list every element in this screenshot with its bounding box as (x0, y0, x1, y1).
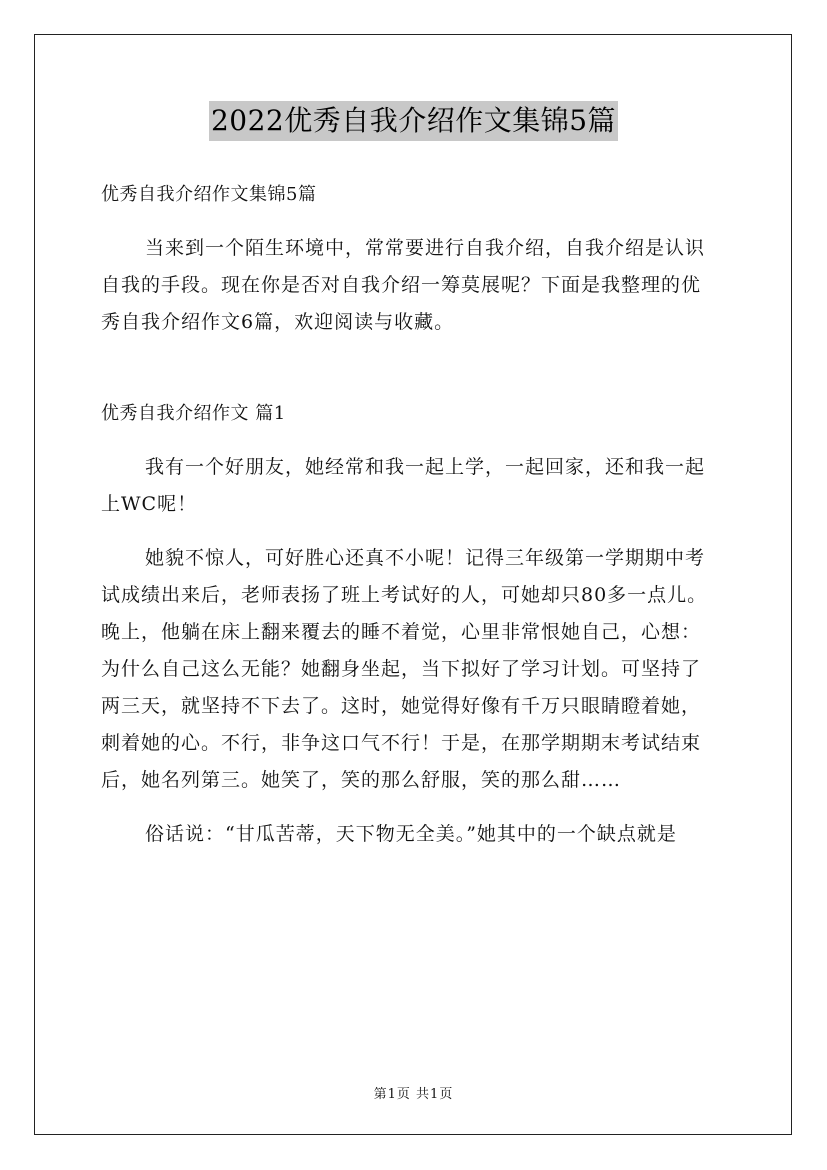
text-line: 她貌不惊人，可好胜心还真不小呢！记得三年级第一学期期中考 (145, 547, 706, 569)
body-paragraph (101, 816, 741, 853)
intro-paragraph (101, 230, 741, 341)
text-line: 晚上，他躺在床上翻来覆去的睡不着觉，心里非常恨她自己，心想： (101, 621, 702, 643)
text-line: 试成绩出来后，老师表扬了班上考试好的人，可她却只80多一点儿。 (101, 584, 708, 606)
section-heading: 优秀自我介绍作文 篇1 (101, 403, 286, 424)
body-paragraph (101, 540, 741, 799)
text-line: 自我的手段。现在你是否对自我介绍一筹莫展呢？下面是我整理的优 (101, 274, 702, 296)
text-line: 两三天，就坚持不下去了。这时，她觉得好像有千万只眼睛瞪着她， (101, 695, 702, 717)
text-line: 秀自我介绍作文6篇，欢迎阅读与收藏。 (101, 311, 455, 333)
text-line: 俗话说：“甘瓜苦蒂，天下物无全美。”她其中的一个缺点就是 (145, 823, 677, 845)
body-paragraph (101, 449, 741, 523)
page-footer: 第1页 共1页 (373, 1087, 454, 1102)
text-line: 刺着她的心。不行，非争这口气不行！于是，在那学期期末考试结束 (101, 732, 702, 754)
text-line: 我有一个好朋友，她经常和我一起上学，一起回家，还和我一起 (145, 456, 706, 478)
document-title: 2022优秀自我介绍作文集锦5篇 (209, 101, 618, 141)
blank-line (101, 358, 741, 395)
document-subtitle: 优秀自我介绍作文集锦5篇 (101, 184, 317, 205)
text-line: 后，她名列第三。她笑了，笑的那么舒服，笑的那么甜…… (101, 769, 622, 791)
text-line: 上WC呢！ (101, 493, 198, 515)
text-line: 为什么自己这么无能？她翻身坐起，当下拟好了学习计划。可坚持了 (101, 658, 702, 680)
title-container (0, 101, 827, 141)
document-body (101, 176, 741, 870)
text-line: 当来到一个陌生环境中，常常要进行自我介绍，自我介绍是认识 (145, 237, 706, 259)
